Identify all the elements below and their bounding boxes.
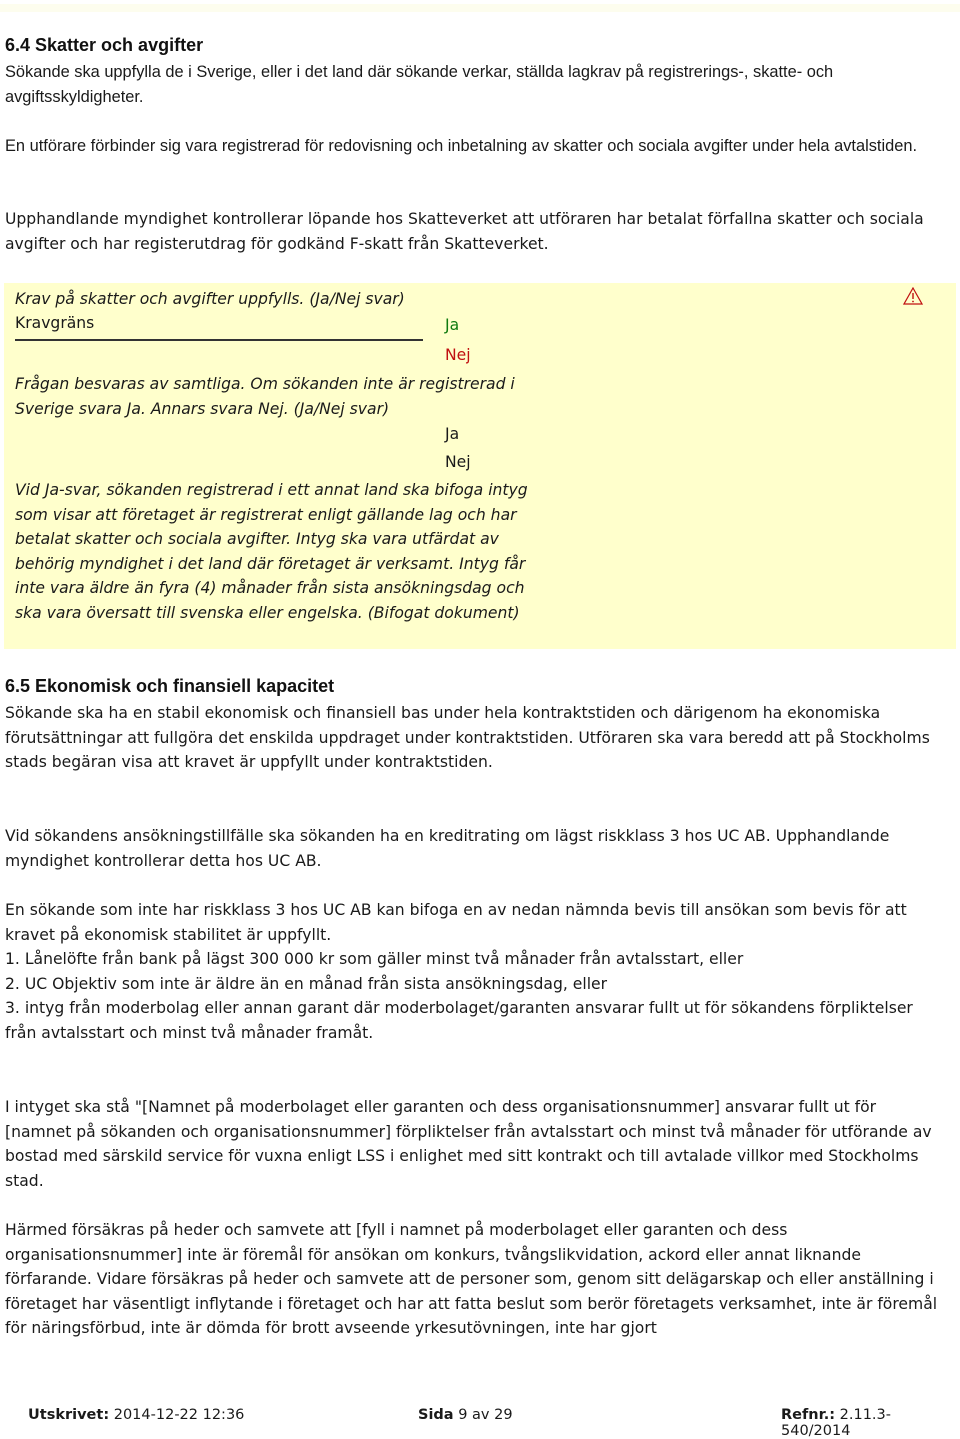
footer-label: Refnr.: (781, 1407, 836, 1423)
paragraph: Sökande ska uppfylla de i Sverige, eller i det land där sökande verkar, ställda lagkrav på registrerings-, skatte- och avgiftsskyldigheter. (5, 63, 834, 106)
question-intyg: Vid Ja-svar, sökanden registrerad i ett annat land ska bifoga intyg som visar att företaget är registrerat enligt gällande lag och har betalat skatter och sociala avgifter. Intyg ska vara utfärdat av behörig myndighet i det land där företaget är verksamt. Intyg får inte vara äldre än fyra (4) månader från sista ansökningsdag och ska vara översatt till svenska eller engelska. (Bifogat dokument) (15, 481, 528, 622)
list-item: 2. UC Objektiv som inte är äldre än en månad från sista ansökningsdag, eller (5, 974, 608, 993)
paragraph: Härmed försäkras på heder och samvete att [fyll i namnet på moderbolaget eller garanten och dess organisationsnummer] inte är föremål för ansökan om konkurs, tvångslikvidation, ackord eller annat liknande förfarande. Vidare försäkras på heder och samvete att de personer som, genom sitt delägarskap och eller anställning i företaget har väsentligt inflytande i företaget och har att fatta beslut som berör företagets verksamhet, inte är föremål för näringsförbud, inte är dömda för brott avseende yrkesutövningen, inte har gjort (5, 1221, 938, 1337)
list-item: 3. intyg från moderbolag eller annan garant där moderbolaget/garanten ansvarar fullt ut för sökandens förpliktelser från avtalsstart och minst två månader framåt. (5, 999, 913, 1042)
section-heading-skatter: 6.4 Skatter och avgifter (5, 35, 204, 55)
question-krav-skatter: Krav på skatter och avgifter uppfylls. (Ja/Nej svar) (15, 290, 405, 308)
footer-label: Utskrivet: (28, 1407, 110, 1423)
footer-label: Sida (418, 1407, 454, 1423)
option-ja[interactable]: Ja (445, 316, 460, 334)
footer-utskrivet (28, 1407, 244, 1423)
footer-value: 2.11.3-540/2014 (781, 1407, 891, 1439)
option-nej[interactable]: Nej (445, 453, 471, 471)
top-border (0, 4, 960, 12)
paragraph-list (5, 898, 945, 1045)
footer-refnr (781, 1407, 960, 1439)
warning-icon (903, 287, 923, 305)
section-heading-ekonomisk: 6.5 Ekonomisk och finansiell kapacitet (5, 676, 335, 696)
paragraph: I intyget ska stå "[Namnet på moderbolaget eller garanten och dess organisationsnummer] ansvarar fullt ut för [namnet på sökanden och organisationsnummer] förpliktelser från avtalsstart och minst två månader för utförande av bostad med särskild service för vuxna enligt LSS i enlighet med sitt kontrakt och till avtalade villkor med Stockholms stad. (5, 1098, 932, 1190)
footer-value: 9 av 29 (458, 1407, 513, 1423)
list-item: 1. Lånelöfte från bank på lägst 300 000 kr som gäller minst två månader från avtalsstart, eller (5, 950, 744, 968)
paragraph: En sökande som inte har riskklass 3 hos UC AB kan bifoga en av nedan nämnda bevis till ansökan som bevis för att kravet på ekonomisk stabilitet är uppfyllt. (5, 901, 907, 944)
paragraph: Sökande ska ha en stabil ekonomisk och finansiell bas under hela kontraktstiden och därigenom ha ekonomiska förutsättningar att fullgöra det enskilda uppdraget under kontraktstiden. Utföraren ska vara beredd att på Stockholms stads begäran visa att kravet är uppfyllt under kontraktstiden. (5, 704, 930, 771)
paragraph: En utförare förbinder sig vara registrerad för redovisning och inbetalning av skatter och sociala avgifter under hela avtalstiden. (5, 137, 918, 155)
paragraph: Upphandlande myndighet kontrollerar löpande hos Skatteverket att utföraren har betalat förfallna skatter och sociala avgifter och har registerutdrag för godkänd F-skatt från Skatteverket. (5, 210, 924, 253)
kravgrans-underline (15, 339, 423, 341)
kravgrans-label: Kravgräns (15, 314, 95, 332)
question-registrerad: Frågan besvaras av samtliga. Om sökanden inte är registrerad i Sverige svara Ja. Annars svara Nej. (Ja/Nej svar) (15, 375, 515, 418)
footer-value: 2014-12-22 12:36 (113, 1407, 245, 1423)
footer-sida (418, 1407, 513, 1423)
option-ja[interactable]: Ja (445, 425, 460, 443)
option-nej[interactable]: Nej (445, 346, 471, 364)
requirement-form-box (4, 283, 956, 649)
paragraph: Vid sökandens ansökningstillfälle ska sökanden ha en kreditrating om lägst riskklass 3 hos UC AB. Upphandlande myndighet kontrollerar detta hos UC AB. (5, 827, 890, 870)
